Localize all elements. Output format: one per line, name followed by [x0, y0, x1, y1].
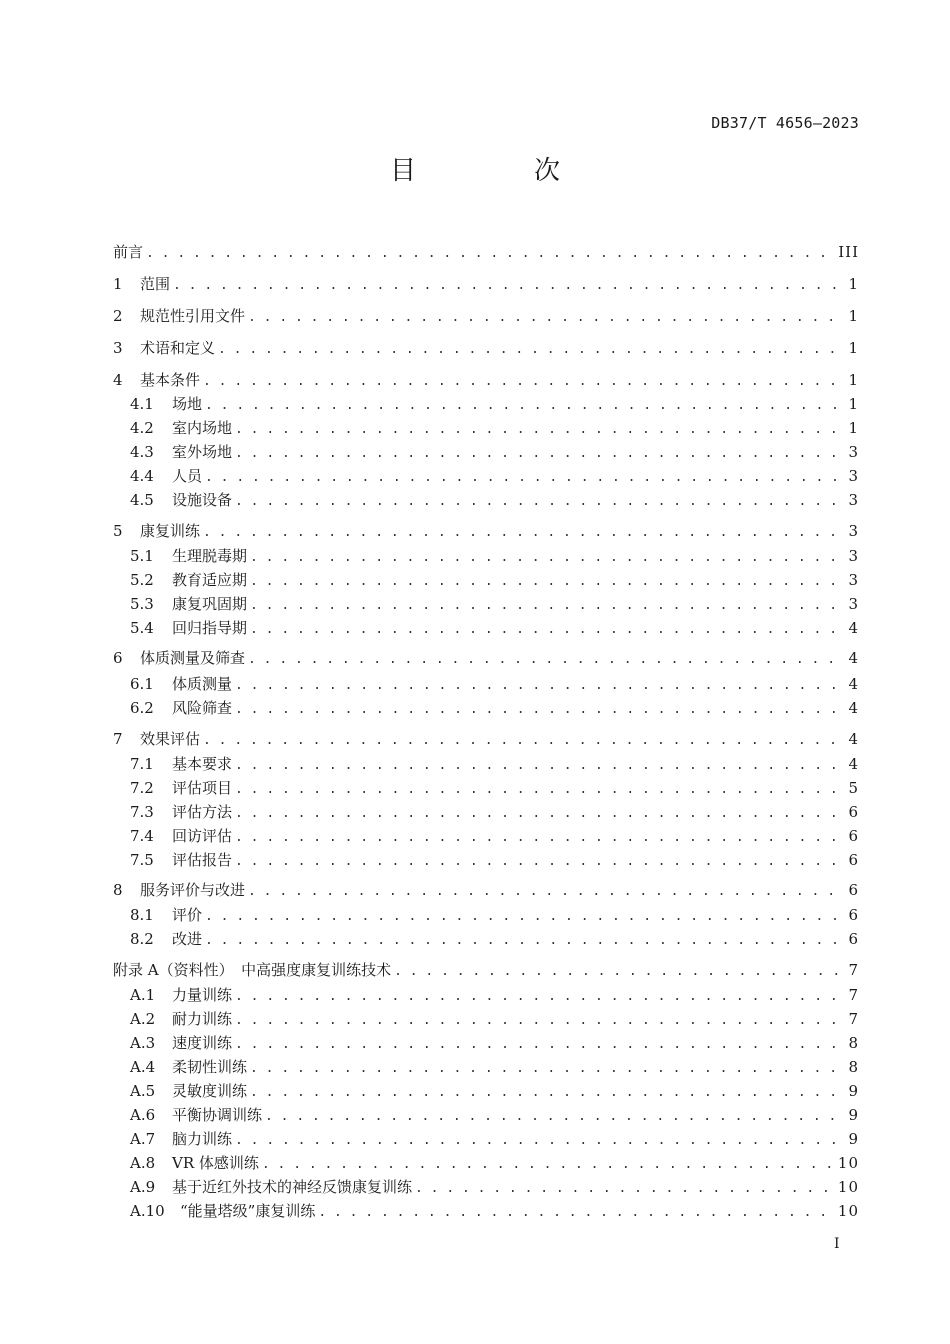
toc-entry-number: 4.5	[130, 491, 154, 509]
toc-dot-leader	[250, 548, 842, 568]
toc-dot-leader	[218, 340, 842, 360]
toc-dot-leader	[318, 1203, 832, 1223]
toc-entry-title: 效果评估	[140, 730, 201, 748]
toc-entry[interactable]	[130, 850, 859, 870]
toc-dot-leader	[235, 1035, 842, 1055]
toc-entry-number: A.6	[130, 1106, 156, 1124]
toc-entry-page: 4	[848, 675, 859, 693]
toc-entry-page: 4	[848, 730, 859, 748]
toc-entry-title: 设施设备	[172, 491, 233, 509]
toc-entry[interactable]	[130, 618, 859, 638]
toc-dot-leader	[235, 756, 842, 776]
toc-entry-number: A.3	[130, 1034, 156, 1052]
toc-entry-title: 改进	[172, 930, 203, 948]
toc-entry-title: 体质测量及筛查	[140, 649, 246, 667]
toc-entry[interactable]	[130, 905, 859, 925]
toc-entry[interactable]	[113, 521, 859, 541]
toc-entry-title: 耐力训练	[172, 1010, 233, 1028]
toc-dot-leader	[235, 804, 842, 824]
toc-entry-number: 7	[113, 730, 123, 748]
toc-entry-title: 室内场地	[172, 419, 233, 437]
toc-entry-page: 1	[848, 371, 859, 389]
toc-dot-leader	[203, 731, 842, 751]
toc-entry-number: 5.1	[130, 547, 154, 565]
toc-entry-number: 8.1	[130, 906, 154, 924]
toc-entry[interactable]	[130, 826, 859, 846]
toc-dot-leader	[262, 1155, 832, 1175]
toc-entry-number: 7.3	[130, 803, 154, 821]
toc-dot-leader	[235, 492, 842, 512]
toc-dot-leader	[235, 780, 842, 800]
toc-entry-title: 回访评估	[172, 827, 233, 845]
toc-entry-number: 5	[113, 522, 123, 540]
toc-entry[interactable]	[130, 778, 859, 798]
toc-entry-page: 3	[848, 467, 859, 485]
toc-entry[interactable]	[130, 394, 859, 414]
toc-dot-leader	[235, 1011, 842, 1031]
toc-entry-title: 规范性引用文件	[140, 307, 246, 325]
toc-entry[interactable]	[113, 338, 859, 358]
toc-entry-page: 4	[848, 755, 859, 773]
toc-entry[interactable]	[130, 594, 859, 614]
toc-entry-page: 1	[848, 419, 859, 437]
toc-entry-number: A.4	[130, 1058, 156, 1076]
toc-entry[interactable]	[130, 546, 859, 566]
toc-entry[interactable]	[130, 1009, 859, 1029]
toc-entry-title: 术语和定义	[140, 339, 216, 357]
toc-entry-title: 基本要求	[172, 755, 233, 773]
toc-entry-title: 康复巩固期	[172, 595, 248, 613]
toc-entry-page: 1	[848, 339, 859, 357]
toc-entry-number: 5.3	[130, 595, 154, 613]
toc-dot-leader	[235, 444, 842, 464]
toc-entry-title: 室外场地	[172, 443, 233, 461]
toc-entry-number: 8	[113, 881, 123, 899]
toc-entry-number: 6	[113, 649, 123, 667]
toc-entry-page: 1	[848, 275, 859, 293]
toc-entry[interactable]	[130, 1057, 859, 1077]
toc-entry-number: 4.2	[130, 419, 154, 437]
toc-entry-page: 4	[848, 699, 859, 717]
toc-entry-title: 附录 A（资料性） 中高强度康复训练技术	[113, 961, 392, 979]
toc-entry-title: 范围	[140, 275, 171, 293]
toc-dot-leader	[250, 572, 842, 592]
toc-entry-number: 4.1	[130, 395, 154, 413]
toc-entry-number: A.10	[130, 1202, 165, 1220]
toc-entry-title: 灵敏度训练	[172, 1082, 248, 1100]
toc-entry-number: A.5	[130, 1082, 156, 1100]
toc-entry-title: 基本条件	[140, 371, 201, 389]
toc-entry[interactable]	[130, 1201, 859, 1221]
toc-dot-leader	[248, 308, 842, 328]
toc-entry[interactable]	[130, 1153, 859, 1173]
toc-entry[interactable]	[130, 802, 859, 822]
toc-entry-number: A.7	[130, 1130, 156, 1148]
toc-entry-page: 7	[848, 986, 859, 1004]
toc-entry-title: 体质测量	[172, 675, 233, 693]
toc-entry[interactable]	[130, 985, 859, 1005]
toc-entry[interactable]	[130, 1033, 859, 1053]
toc-entry-title: 评估报告	[172, 851, 233, 869]
toc-entry[interactable]	[130, 1081, 859, 1101]
toc-entry[interactable]	[130, 418, 859, 438]
toc-entry-title: 力量训练	[172, 986, 233, 1004]
toc-dot-leader	[235, 420, 842, 440]
toc-entry-number: 6.1	[130, 675, 154, 693]
toc-entry-title: “能量塔级”康复训练	[180, 1202, 316, 1220]
page-title: 目 次	[389, 156, 606, 186]
toc-entry-page: 9	[848, 1130, 859, 1148]
toc-entry-page: 1	[848, 395, 859, 413]
toc-entry-title: 前言	[113, 243, 144, 261]
toc-entry-page: 1	[848, 307, 859, 325]
toc-entry[interactable]	[113, 274, 859, 294]
page-number: I	[834, 1236, 840, 1252]
toc-dot-leader	[250, 596, 842, 616]
toc-entry[interactable]	[130, 490, 859, 510]
toc-entry[interactable]	[130, 929, 859, 949]
toc-entry-title: 平衡协调训练	[172, 1106, 263, 1124]
toc-entry-title: 生理脱毒期	[172, 547, 248, 565]
toc-entry-title: 柔韧性训练	[172, 1058, 248, 1076]
toc-entry[interactable]	[113, 306, 859, 326]
toc-entry-page: 10	[837, 1154, 859, 1172]
toc-entry-title: 脑力训练	[172, 1130, 233, 1148]
toc-entry-title: 教育适应期	[172, 571, 248, 589]
toc-dot-leader	[248, 650, 842, 670]
document-code: DB37/T 4656—2023	[711, 114, 859, 132]
toc-entry-number: A.8	[130, 1154, 156, 1172]
toc-dot-leader	[203, 523, 842, 543]
toc-entry-title: 康复训练	[140, 522, 201, 540]
toc-dot-leader	[235, 1131, 842, 1151]
toc-entry-page: 3	[848, 547, 859, 565]
toc-entry[interactable]	[113, 648, 859, 668]
toc-entry-page: 6	[848, 881, 859, 899]
toc-dot-leader	[205, 396, 842, 416]
toc-entry-number: 7.5	[130, 851, 154, 869]
toc-entry-title: 服务评价与改进	[140, 881, 246, 899]
toc-entry-page: 5	[848, 779, 859, 797]
toc-entry-title: 场地	[172, 395, 203, 413]
toc-entry-number: A.1	[130, 986, 156, 1004]
toc-entry[interactable]	[113, 960, 859, 980]
toc-dot-leader	[415, 1179, 832, 1199]
toc-entry-page: 6	[848, 827, 859, 845]
toc-dot-leader	[250, 620, 842, 640]
toc-entry-page: 9	[848, 1106, 859, 1124]
toc-entry-number: 1	[113, 275, 123, 293]
toc-dot-leader	[205, 907, 842, 927]
toc-entry-number: 7.2	[130, 779, 154, 797]
toc-entry-page: 3	[848, 522, 859, 540]
toc-entry[interactable]	[113, 880, 859, 900]
toc-entry-page: 10	[837, 1202, 859, 1220]
toc-dot-leader	[394, 962, 842, 982]
toc-entry-number: 7.4	[130, 827, 154, 845]
toc-entry-number: 5.2	[130, 571, 154, 589]
toc-entry[interactable]	[113, 242, 859, 262]
toc-entry-page: III	[838, 243, 859, 261]
toc-dot-leader	[205, 468, 842, 488]
toc-entry-number: 5.4	[130, 619, 154, 637]
toc-entry-page: 9	[848, 1082, 859, 1100]
toc-entry-page: 10	[837, 1178, 859, 1196]
toc-entry[interactable]	[130, 754, 859, 774]
toc-entry[interactable]	[130, 570, 859, 590]
toc-entry-number: 8.2	[130, 930, 154, 948]
toc-entry-number: 2	[113, 307, 123, 325]
toc-entry-number: 4.4	[130, 467, 154, 485]
toc-entry-page: 3	[848, 491, 859, 509]
toc-entry[interactable]	[130, 698, 859, 718]
toc-dot-leader	[235, 676, 842, 696]
toc-entry-page: 8	[848, 1034, 859, 1052]
toc-entry[interactable]	[130, 1177, 859, 1197]
toc-dot-leader	[235, 987, 842, 1007]
toc-entry-title: VR 体感训练	[172, 1154, 259, 1172]
toc-entry-page: 4	[848, 619, 859, 637]
toc-dot-leader	[235, 700, 842, 720]
toc-entry-page: 6	[848, 803, 859, 821]
toc-entry-page: 3	[848, 595, 859, 613]
toc-dot-leader	[250, 1083, 842, 1103]
toc-entry[interactable]	[130, 466, 859, 486]
toc-dot-leader	[235, 852, 842, 872]
toc-entry-title: 人员	[172, 467, 203, 485]
toc-entry[interactable]	[130, 1105, 859, 1125]
toc-entry-page: 7	[848, 961, 859, 979]
toc-entry-page: 6	[848, 851, 859, 869]
toc-dot-leader	[235, 828, 842, 848]
toc-entry[interactable]	[130, 1129, 859, 1149]
toc-entry[interactable]	[113, 370, 859, 390]
toc-entry-number: 4.3	[130, 443, 154, 461]
toc-entry-title: 速度训练	[172, 1034, 233, 1052]
toc-entry-page: 6	[848, 906, 859, 924]
toc-entry-page: 8	[848, 1058, 859, 1076]
toc-entry-number: 6.2	[130, 699, 154, 717]
toc-dot-leader	[146, 244, 832, 264]
toc-dot-leader	[203, 372, 842, 392]
toc-entry-title: 风险筛查	[172, 699, 233, 717]
toc-entry-page: 4	[848, 649, 859, 667]
toc-entry-number: A.9	[130, 1178, 156, 1196]
toc-entry[interactable]	[130, 674, 859, 694]
toc-dot-leader	[250, 1059, 842, 1079]
toc-entry-number: 7.1	[130, 755, 154, 773]
toc-entry-title: 评估方法	[172, 803, 233, 821]
toc-entry-number: 3	[113, 339, 123, 357]
toc-entry-title: 基于近红外技术的神经反馈康复训练	[172, 1178, 413, 1196]
toc-entry-title: 评价	[172, 906, 203, 924]
toc-entry-page: 6	[848, 930, 859, 948]
toc-dot-leader	[205, 931, 842, 951]
toc-entry[interactable]	[113, 729, 859, 749]
toc-entry-number: 4	[113, 371, 123, 389]
toc-entry-number: A.2	[130, 1010, 156, 1028]
toc-dot-leader	[173, 276, 842, 296]
toc-dot-leader	[265, 1107, 842, 1127]
toc-entry-page: 3	[848, 443, 859, 461]
toc-dot-leader	[248, 882, 842, 902]
toc-entry-title: 评估项目	[172, 779, 233, 797]
toc-entry[interactable]	[130, 442, 859, 462]
toc-entry-title: 回归指导期	[172, 619, 248, 637]
toc-entry-page: 3	[848, 571, 859, 589]
toc-entry-page: 7	[848, 1010, 859, 1028]
